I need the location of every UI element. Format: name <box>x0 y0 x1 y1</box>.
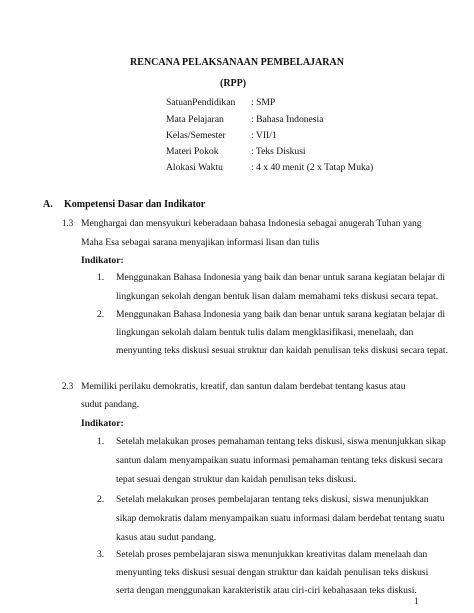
meta-value-mapel: : Bahasa Indonesia <box>251 114 324 125</box>
meta-label-alokasi: Alokasi Waktu <box>166 162 223 173</box>
kd-2-3-item-2-number: 2. <box>97 494 105 505</box>
meta-label-satuan: SatuanPendidikan <box>166 97 236 108</box>
kd-1-3-indikator-label: Indikator: <box>81 255 124 266</box>
kd-2-3-item-3-line3: serta dengan menggunakan karakteristik atau ciri-ciri kebahasaan teks diskusi. <box>116 585 417 596</box>
kd-1-3-item-2-line1: Menggunakan Bahasa Indonesia yang baik dan benar untuk sarana kegiatan belajar di <box>116 309 445 320</box>
kd-1-3-text-line1: Menghargai dan mensyukuri keberadaan bahasa Indonesia sebagai anugerah Tuhan yang <box>81 218 422 229</box>
kd-1-3-item-1-line1: Menggunakan Bahasa Indonesia yang baik dan benar untuk sarana kegiatan belajar di <box>116 272 445 283</box>
kd-1-3-item-2-line3: menyunting teks diskusi sesuai struktur dan kaidah penulisan teks diskusi secara tepat. <box>116 345 448 356</box>
meta-value-kelas: : VII/1 <box>251 130 277 141</box>
meta-label-mapel: Mata Pelajaran <box>166 114 224 125</box>
kd-2-3-item-2-line1: Setelah melakukan proses pembelajaran tentang teks diskusi, siswa menunjukkan <box>116 494 429 505</box>
kd-2-3-item-2-line2: sikap demokratis dalam menyampaikan suatu informasi dalam berdebat tentang suatu <box>116 513 445 524</box>
kd-1-3-item-1-number: 1. <box>97 272 105 283</box>
document-subtitle: (RPP) <box>220 78 247 89</box>
page-number: 1 <box>414 596 419 606</box>
meta-value-satuan: : SMP <box>251 97 276 108</box>
kd-1-3-item-2-number: 2. <box>97 309 105 320</box>
kd-1-3-item-1-line2: lingkungan sekolah dengan bentuk lisan dalam memahami teks diskusi secara tepat. <box>116 291 439 302</box>
kd-2-3-item-3-number: 3. <box>97 549 105 560</box>
section-a-heading: Kompetensi Dasar dan Indikator <box>64 199 206 210</box>
kd-2-3-text-line1: Memiliki perilaku demokratis, kreatif, dan santun dalam berdebat tentang kasus atau <box>81 381 406 392</box>
kd-2-3-text-line2: sudut pandang. <box>81 399 140 410</box>
section-a-marker: A. <box>43 199 53 210</box>
meta-label-kelas: Kelas/Semester <box>166 130 226 141</box>
kd-1-3-number: 1.3 <box>62 218 74 228</box>
kd-2-3-item-1-number: 1. <box>97 436 105 447</box>
kd-2-3-indikator-label: Indikator: <box>81 418 124 429</box>
kd-2-3-number: 2.3 <box>62 381 74 391</box>
document-title: RENCANA PELAKSANAAN PEMBELAJARAN <box>130 57 344 68</box>
kd-2-3-item-1-line3: tepat sesuai dengan struktur dan kaidah penulisan teks diskusi. <box>116 474 357 485</box>
kd-1-3-item-2-line2: lingkungan sekolah dalam bentuk tulis dalam mengklasifikasi, menelaah, dan <box>116 327 414 338</box>
kd-2-3-item-3-line1: Setelah proses pembelajaran siswa menunjukkan kreativitas dalam menelaah dan <box>116 549 428 560</box>
meta-label-materi: Materi Pokok <box>166 146 219 157</box>
kd-1-3-text-line2: Maha Esa sebagai sarana menyajikan informasi lisan dan tulis <box>81 237 320 248</box>
meta-value-materi: : Teks Diskusi <box>251 146 306 157</box>
kd-2-3-item-2-line3: kasus atau sudut pandang. <box>116 532 217 543</box>
meta-value-alokasi: : 4 x 40 menit (2 x Tatap Muka) <box>251 162 374 173</box>
kd-2-3-item-3-line2: menyunting teks diskusi sesuai dengan struktur dan kaidah penulisan teks diskusi <box>116 567 429 578</box>
kd-2-3-item-1-line2: santun dalam menyampaikan suatu informasi pemahaman tentang teks diskusi secara <box>116 455 443 466</box>
kd-2-3-item-1-line1: Setelah melakukan proses pemahaman tentang teks diskusi, siswa menunjukkan sikap <box>116 436 446 447</box>
